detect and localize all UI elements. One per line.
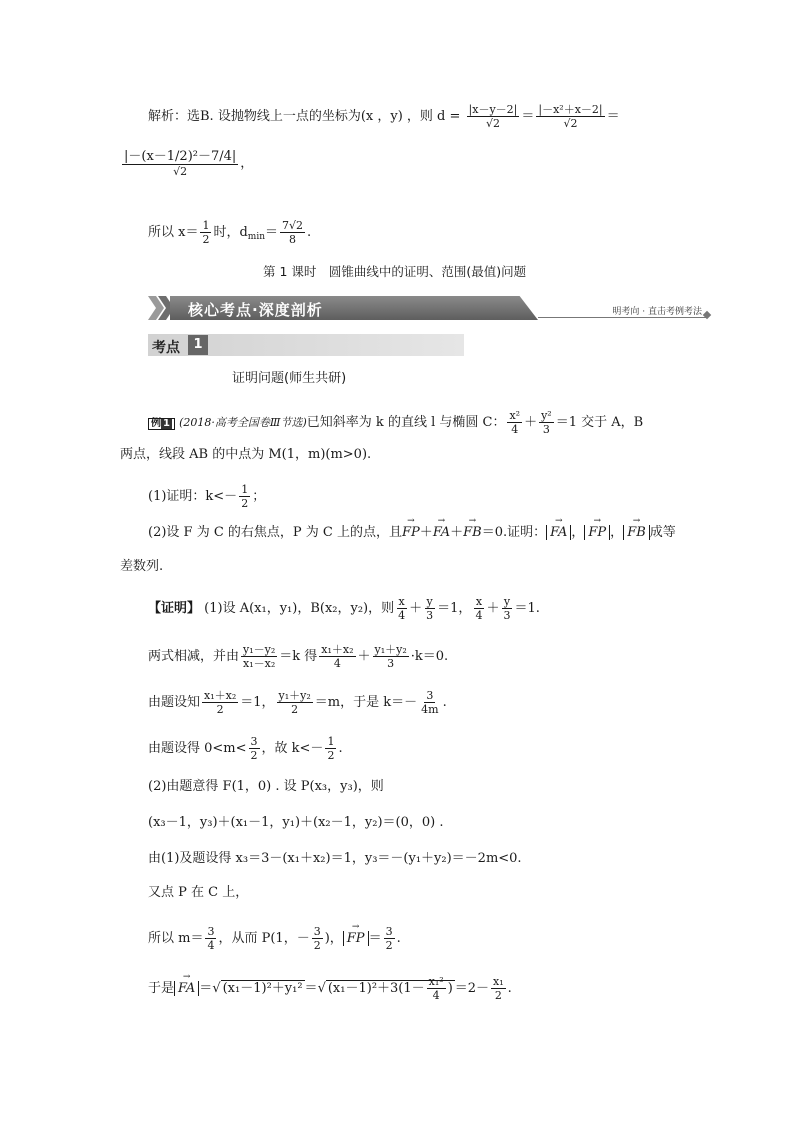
example-source: (2018·高考全国卷Ⅲ节选) (179, 416, 307, 429)
fraction-2: $\frac{\text{|－x²＋x－2|}}{√2}$ (538, 103, 603, 130)
solution-prefix: 解析：选B. 设抛物线上一点的坐标为(x ，y) ，则 d = (148, 109, 461, 124)
example-line-1: 例 1 (2018·高考全国卷Ⅲ节选)已知斜率为 k 的直线 l 与椭圆 C： $\frac{\text{x²}}{4}$ ＋ $\frac{\text{y²}}{3}$ ＝1 交于 A，B (148, 410, 643, 435)
fraction-half: $\frac{1}{2}$ (202, 219, 210, 246)
proof-line-1: 【证明】 (1)设 A(x₁，y₁)，B(x₂，y₂)，则 $\frac{x}{4}$ ＋ $\frac{y}{3}$ ＝1， $\frac{x}{4}$ ＋ $\frac{y}{3}$ ＝1. (148, 595, 540, 622)
proof-line-8: 又点 P 在 C 上， (148, 885, 249, 900)
proof-line-9: 所以 m＝ $\frac{3}{4}$ ，从而 P(1，－ $\frac{3}{2}$ )，→ FP ＝ $\frac{3}{2}$ . (148, 926, 401, 951)
solution-line-2: $\frac{\text{|－(x－1/2)²－7/4|}}{√2}$ ， (124, 149, 254, 178)
ellipse-x-term: $\frac{\text{x²}}{4}$ (509, 409, 521, 436)
solution-line-1: 解析：选B. 设抛物线上一点的坐标为(x ，y) ，则 d = $\frac{|x-y-2|}{√2}$ ＝ $\frac{\text{|－x²＋x－2|}}{√2}$ ＝ (148, 103, 620, 130)
proof-line-5: (2)由题意得 F(1，0) . 设 P(x₃，y₃)，则 (148, 779, 384, 794)
proof-line-2: 两式相减，并由 $\frac{\text{y₁－y₂}}{\text{x₁－x₂}}$ ＝k 得 $\frac{\text{x₁＋x₂}}{4}$ ＋ $\frac{\text{y₁＋y₂}}{3}$ ·k＝0. (148, 643, 449, 670)
kaodian-header (148, 334, 464, 356)
fraction-3: $\frac{\text{|－(x－1/2)²－7/4|}}{√2}$ (124, 149, 237, 178)
fraction-1: $\frac{|x-y-2|}{√2}$ (468, 103, 518, 130)
example-line-2: 两点，线段 AB 的中点为 M(1，m)(m>0). (120, 447, 372, 462)
solution-line-3: 所以 x＝ $\frac{1}{2}$ 时，$d_{min}=$ $\frac{7√2}{8}$ . (148, 219, 312, 246)
kaodian-label: 考点 (152, 340, 180, 356)
fraction-dmin: $\frac{7√2}{8}$ (282, 219, 304, 246)
kaodian-number: 1 (188, 335, 208, 355)
proof-line-3: 由题设知 $\frac{\text{x₁＋x₂}}{2}$ ＝1， $\frac{\text{y₁＋y₂}}{2}$ ＝m，于是 k＝－ $\frac{3}{4m}$ . (148, 689, 447, 716)
example-part-2-cont: 差数列. (120, 559, 164, 574)
example-tag: 例 1 (148, 418, 175, 430)
ellipse-y-term: $\frac{\text{y²}}{3}$ (541, 409, 552, 436)
banner-title: 核心考点·深度剖析 (188, 301, 323, 319)
example-part-1: (1)证明：k<－ $\frac{1}{2}$ ； (148, 483, 266, 510)
proof-line-6: (x₃－1，y₃)＋(x₁－1，y₁)＋(x₂－1，y₂)＝(0，0) . (148, 815, 444, 830)
lesson-title: 第 1 课时 圆锥曲线中的证明、范围(最值)问题 (263, 264, 527, 279)
proof-head: 【证明】 (148, 601, 201, 616)
example-part-2: (2)设 F 为 C 的右焦点，P 为 C 上的点，且→ FP＋→ FA＋→ FB＝0.证明：→ FA ，→ FP ，→ FB 成等 (148, 526, 676, 539)
topic-title: 证明问题(师生共研) (232, 371, 347, 386)
proof-line-10: 于是→ FA ＝√ (x₁－1)²＋y₁² ＝√ (x₁－1)²＋3(1－ $\frac{\text{x₁²}}{4}$ ) ＝2－ $\frac{\text{x₁}}{2}$ . (148, 976, 512, 1001)
banner-right-text: 明考向 · 直击考例考法 (612, 307, 702, 317)
section-banner (148, 296, 708, 320)
proof-line-7: 由(1)及题设得 x₃＝3－(x₁＋x₂)＝1，y₃＝－(y₁＋y₂)＝－2m<0. (148, 851, 522, 866)
proof-line-4: 由题设得 0<m< $\frac{3}{2}$ ，故 k<－ $\frac{1}{2}$ . (148, 735, 343, 762)
fraction-half-2: $\frac{1}{2}$ (241, 483, 249, 510)
banner-rule (538, 317, 708, 318)
